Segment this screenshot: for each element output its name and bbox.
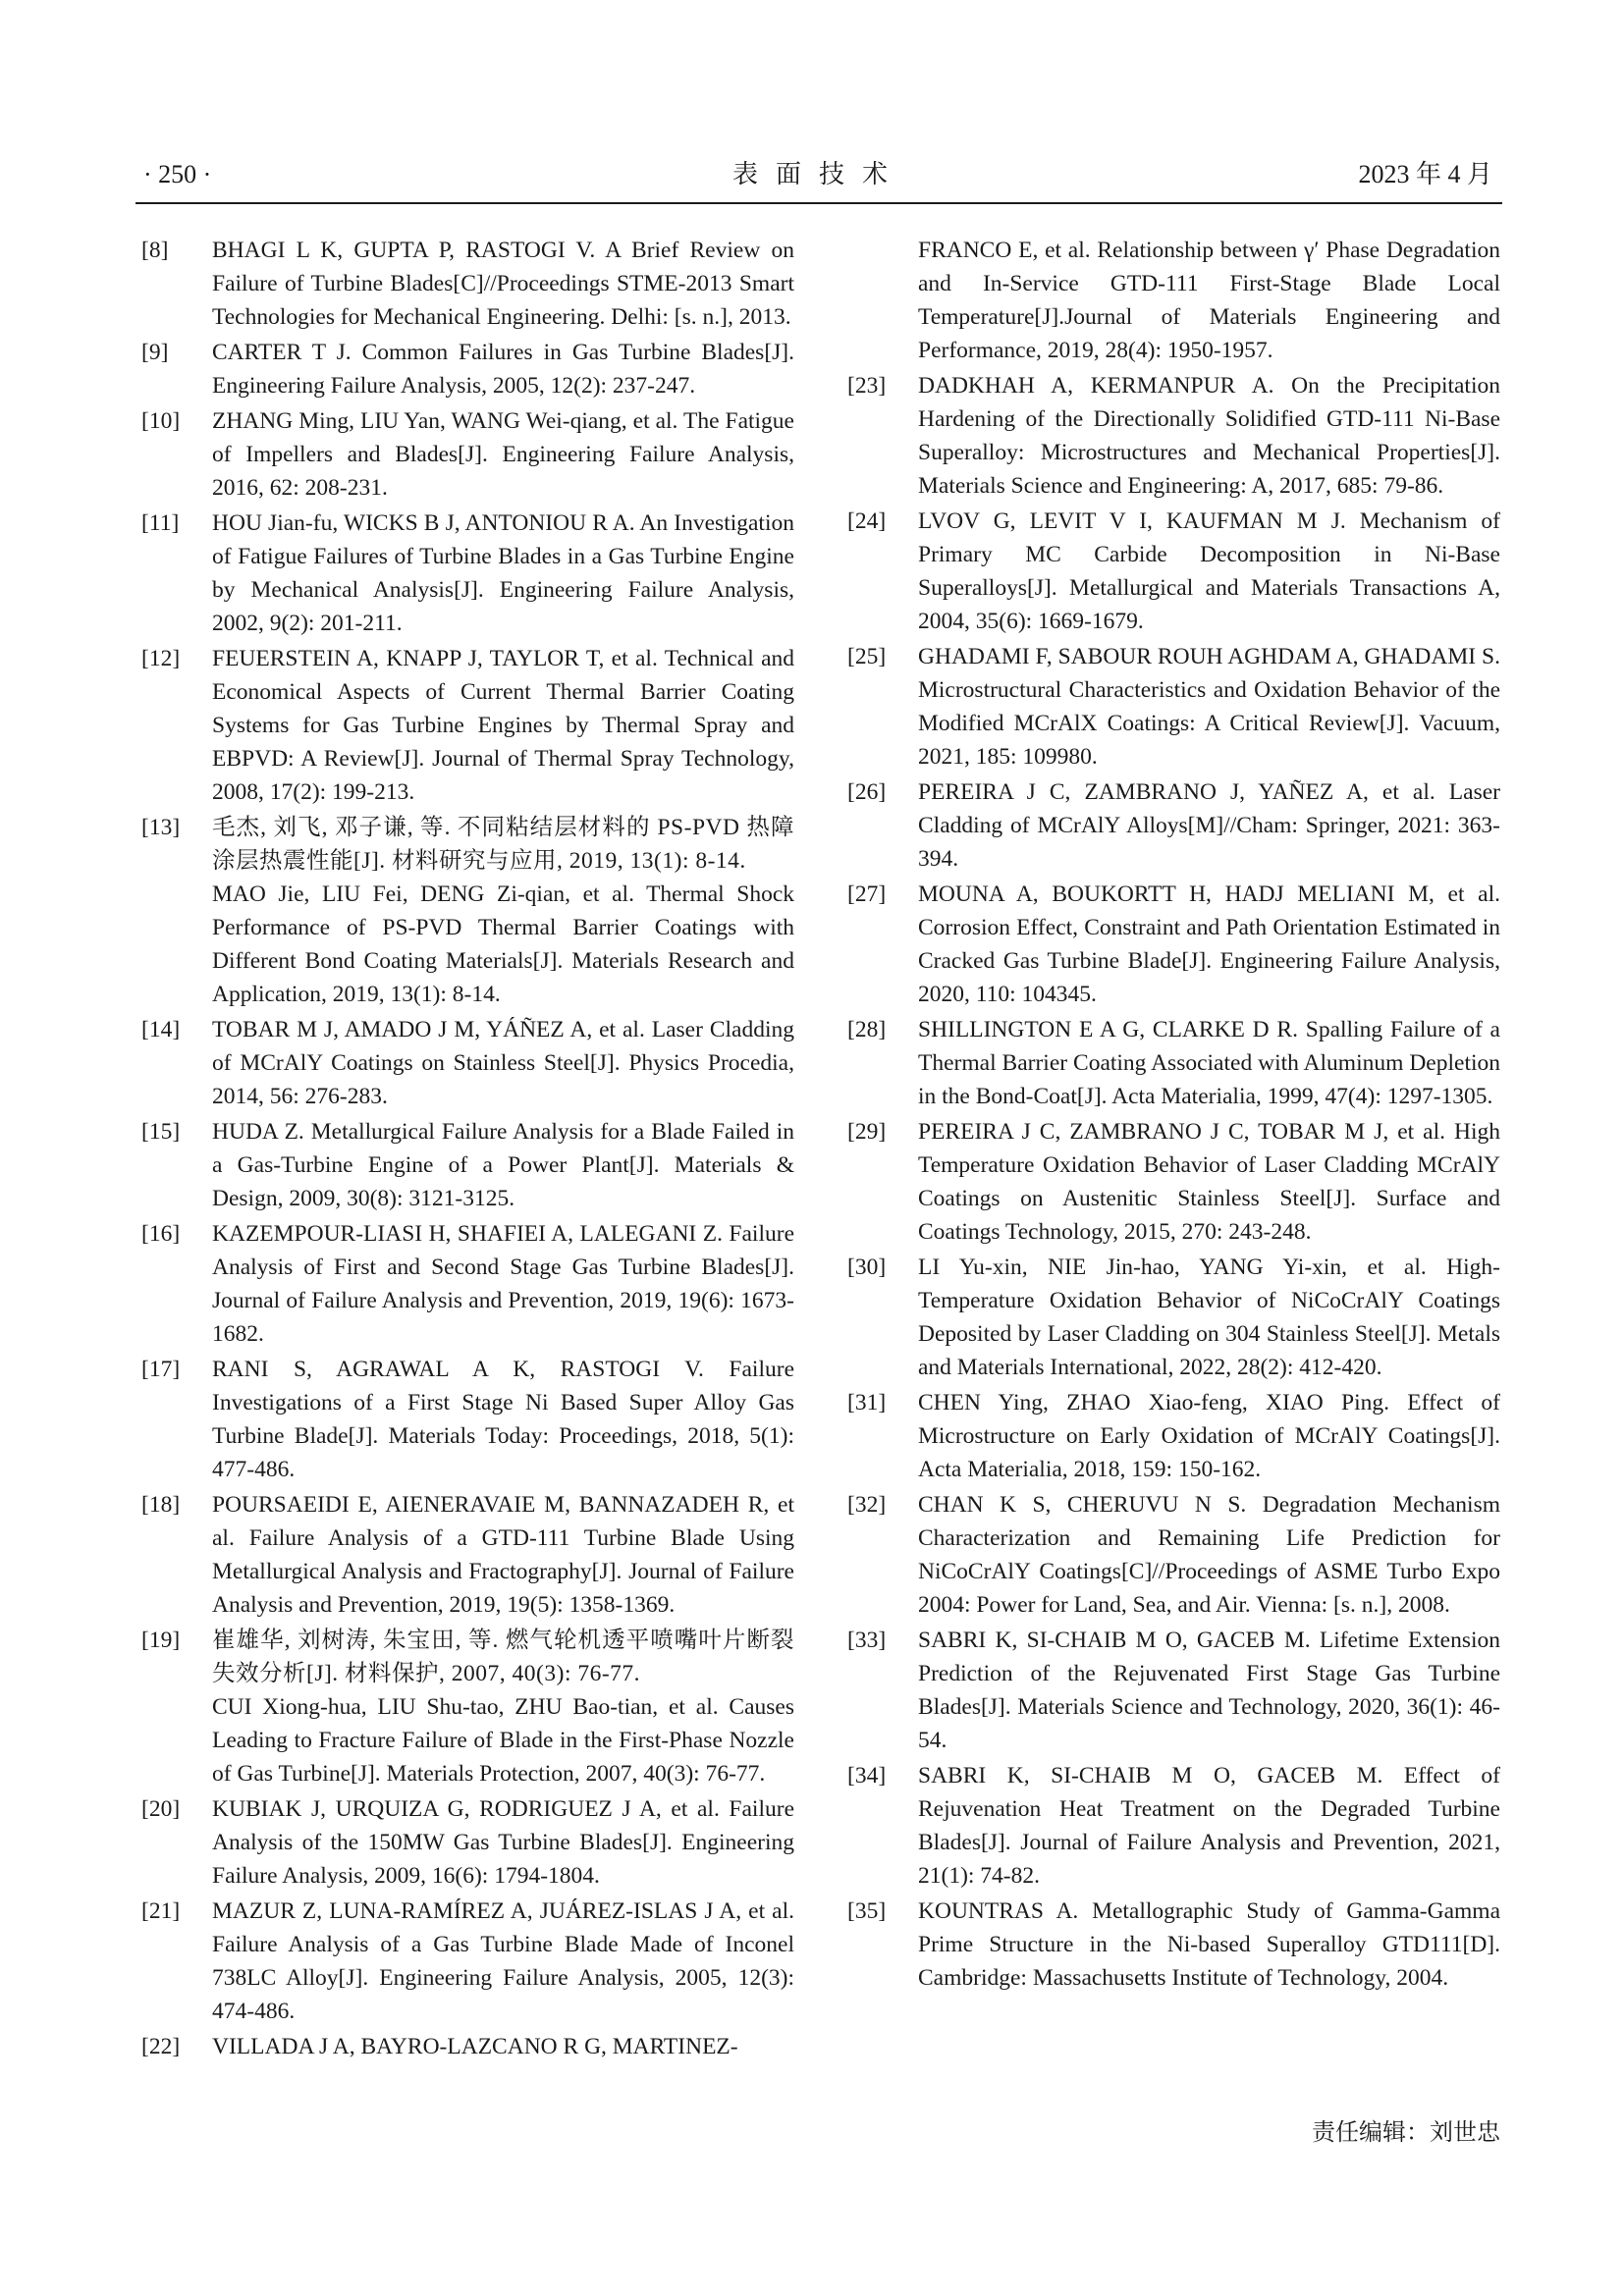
reference-column-left xyxy=(141,234,794,2065)
responsible-editor: 责任编辑：刘世忠 xyxy=(1312,2120,1500,2146)
reference-item xyxy=(847,640,1500,774)
reference-text: PEREIRA J C, ZAMBRANO J, YAÑEZ A, et al. Laser Cladding of MCrAlY Alloys[M]//Cham: Springer, 2021: 363-394. xyxy=(918,779,1500,872)
reference-item xyxy=(847,775,1500,876)
reference-text: FEUERSTEIN A, KNAPP J, TAYLOR T, et al. Technical and Economical Aspects of Current Thermal Barrier Coating Systems for Gas Turbine Engines by Thermal Spray and EBPVD: A Review[J]. Journal of Thermal Spray Technology, 2008, 17(2): 199-213. xyxy=(212,646,794,805)
reference-text: ZHANG Ming, LIU Yan, WANG Wei-qiang, et al. The Fatigue of Impellers and Blades[J]. Engineering Failure Analysis, 2016, 62: 208-231. xyxy=(212,408,794,501)
reference-text: SHILLINGTON E A G, CLARKE D R. Spalling Failure of a Thermal Barrier Coating Associated with Aluminum Depletion in the Bond-Coat[J]. Acta Materialia, 1999, 47(4): 1297-1305. xyxy=(918,1017,1500,1109)
reference-item xyxy=(141,1624,794,1790)
reference-item xyxy=(847,1624,1500,1757)
reference-number: [17] xyxy=(141,1357,181,1382)
reference-item xyxy=(141,507,794,640)
reference-column-right xyxy=(847,234,1500,1997)
reference-item xyxy=(141,811,794,1011)
reference-number: [15] xyxy=(141,1119,181,1145)
reference-text: CARTER T J. Common Failures in Gas Turbine Blades[J]. Engineering Failure Analysis, 2005, 12(2): 237-247. xyxy=(212,340,794,399)
reference-item xyxy=(847,878,1500,1011)
reference-number: [12] xyxy=(141,646,181,671)
reference-text: 毛杰, 刘飞, 邓子谦, 等. 不同粘结层材料的 PS-PVD 热障涂层热震性能[J]. 材料研究与应用, 2019, 13(1): 8-14. xyxy=(212,815,794,874)
reference-text: KOUNTRAS A. Metallographic Study of Gamma-Gamma Prime Structure in the Ni-based Superalloy GTD111[D]. Cambridge: Massachusetts Institute of Technology, 2004. xyxy=(918,1898,1500,1991)
reference-text: CHEN Ying, ZHAO Xiao-feng, XIAO Ping. Effect of Microstructure on Early Oxidation of MCrAlY Coatings[J]. Acta Materialia, 2018, 159: 150-162. xyxy=(918,1390,1500,1482)
reference-number: [33] xyxy=(847,1628,887,1653)
reference-number: [22] xyxy=(141,2034,181,2059)
reference-item xyxy=(141,1353,794,1486)
reference-number: [20] xyxy=(141,1796,181,1822)
reference-item xyxy=(141,234,794,334)
reference-item xyxy=(847,1386,1500,1486)
reference-number: [19] xyxy=(141,1628,181,1653)
reference-number: [11] xyxy=(141,510,180,536)
reference-number: [32] xyxy=(847,1492,887,1518)
reference-number: [26] xyxy=(847,779,887,805)
reference-text: MAO Jie, LIU Fei, DENG Zi-qian, et al. Thermal Shock Performance of PS-PVD Thermal Barrier Coatings with Different Bond Coating Materials[J]. Materials Research and Application, 2019, 13(1): 8-14. xyxy=(212,881,794,1007)
reference-text: POURSAEIDI E, AIENERAVAIE M, BANNAZADEH R, et al. Failure Analysis of a GTD-111 Turbine Blade Using Metallurgical Analysis and Fractography[J]. Journal of Failure Analysis and Prevention, 2019, 19(5): 1358-1369. xyxy=(212,1492,794,1618)
reference-item xyxy=(141,1792,794,1893)
reference-number: [23] xyxy=(847,373,887,399)
reference-item xyxy=(847,234,1500,367)
reference-text: KAZEMPOUR-LIASI H, SHAFIEI A, LALEGANI Z. Failure Analysis of First and Second Stage Gas Turbine Blades[J]. Journal of Failure Analysis and Prevention, 2019, 19(6): 1673-1682. xyxy=(212,1221,794,1347)
reference-number: [34] xyxy=(847,1763,887,1789)
reference-item xyxy=(141,1488,794,1622)
reference-item xyxy=(141,2030,794,2063)
page-number: · 250 · xyxy=(143,160,212,188)
reference-item xyxy=(141,1895,794,2028)
reference-item xyxy=(847,1488,1500,1622)
reference-number: [31] xyxy=(847,1390,887,1415)
reference-text: SABRI K, SI-CHAIB M O, GACEB M. Effect of Rejuvenation Heat Treatment on the Degraded Turbine Blades[J]. Journal of Failure Analysis and Prevention, 2021, 21(1): 74-82. xyxy=(918,1763,1500,1889)
reference-text: LI Yu-xin, NIE Jin-hao, YANG Yi-xin, et al. High-Temperature Oxidation Behavior of NiCoCrAlY Coatings Deposited by Laser Cladding on 304 Stainless Steel[J]. Metals and Materials International, 2022, 28(2): 412-420. xyxy=(918,1255,1500,1380)
reference-text: TOBAR M J, AMADO J M, YÁÑEZ A, et al. Laser Cladding of MCrAlY Coatings on Stainless Steel[J]. Physics Procedia, 2014, 56: 276-283. xyxy=(212,1017,794,1109)
reference-number: [8] xyxy=(141,238,169,263)
reference-text: MAZUR Z, LUNA-RAMÍREZ A, JUÁREZ-ISLAS J A, et al. Failure Analysis of a Gas Turbine Blade Made of Inconel 738LC Alloy[J]. Engineering Failure Analysis, 2005, 12(3): 474-486. xyxy=(212,1898,794,2024)
reference-text: SABRI K, SI-CHAIB M O, GACEB M. Lifetime Extension Prediction of the Rejuvenated First Stage Gas Turbine Blades[J]. Materials Science and Technology, 2020, 36(1): 46-54. xyxy=(918,1628,1500,1753)
reference-number: [24] xyxy=(847,508,887,534)
reference-text: HOU Jian-fu, WICKS B J, ANTONIOU R A. An Investigation of Fatigue Failures of Turbine Blades in a Gas Turbine Engine by Mechanical Analysis[J]. Engineering Failure Analysis, 2002, 9(2): 201-211. xyxy=(212,510,794,636)
reference-number: [35] xyxy=(847,1898,887,1924)
reference-text: GHADAMI F, SABOUR ROUH AGHDAM A, GHADAMI S. Microstructural Characteristics and Oxidation Behavior of the Modified MCrAlX Coatings: A Critical Review[J]. Vacuum, 2021, 185: 109980. xyxy=(918,644,1500,770)
reference-item xyxy=(141,1013,794,1113)
journal-title: 表面技术 xyxy=(731,160,905,188)
reference-item xyxy=(141,642,794,809)
reference-text: MOUNA A, BOUKORTT H, HADJ MELIANI M, et al. Corrosion Effect, Constraint and Path Orientation Estimated in Cracked Gas Turbine Blade[J]. Engineering Failure Analysis, 2020, 110: 104345. xyxy=(918,881,1500,1007)
reference-text: FRANCO E, et al. Relationship between γ′ Phase Degradation and In-Service GTD-111 First-Stage Blade Local Temperature[J].Journal of Materials Engineering and Performance, 2019, 28(4): 1950-1957. xyxy=(918,238,1500,363)
reference-text: RANI S, AGRAWAL A K, RASTOGI V. Failure Investigations of a First Stage Ni Based Super Alloy Gas Turbine Blade[J]. Materials Today: Proceedings, 2018, 5(1): 477-486. xyxy=(212,1357,794,1482)
reference-text: CHAN K S, CHERUVU N S. Degradation Mechanism Characterization and Remaining Life Prediction for NiCoCrAlY Coatings[C]//Proceedings of ASME Turbo Expo 2004: Power for Land, Sea, and Air. Vienna: [s. n.], 2008. xyxy=(918,1492,1500,1618)
reference-text: 崔雄华, 刘树涛, 朱宝田, 等. 燃气轮机透平喷嘴叶片断裂失效分析[J]. 材料保护, 2007, 40(3): 76-77. xyxy=(212,1628,794,1686)
reference-number: [29] xyxy=(847,1119,887,1145)
reference-text: LVOV G, LEVIT V I, KAUFMAN M J. Mechanism of Primary MC Carbide Decomposition in Ni-Base Superalloys[J]. Metallurgical and Materials Transactions A, 2004, 35(6): 1669-1679. xyxy=(918,508,1500,634)
reference-number: [9] xyxy=(141,340,169,365)
reference-item xyxy=(847,1013,1500,1113)
page-header xyxy=(135,157,1502,204)
reference-number: [13] xyxy=(141,815,181,840)
issue-date: 2023 年 4 月 xyxy=(1358,160,1492,188)
reference-item xyxy=(847,369,1500,503)
reference-item xyxy=(847,1251,1500,1384)
reference-item xyxy=(847,505,1500,638)
reference-number: [30] xyxy=(847,1255,887,1280)
reference-number: [18] xyxy=(141,1492,181,1518)
reference-item xyxy=(847,1759,1500,1893)
reference-text: BHAGI L K, GUPTA P, RASTOGI V. A Brief Review on Failure of Turbine Blades[C]//Proceedings STME-2013 Smart Technologies for Mechanical Engineering. Delhi: [s. n.], 2013. xyxy=(212,238,794,330)
reference-number: [16] xyxy=(141,1221,181,1247)
reference-text: CUI Xiong-hua, LIU Shu-tao, ZHU Bao-tian, et al. Causes Leading to Fracture Failure of Blade in the First-Phase Nozzle of Gas Turbine[J]. Materials Protection, 2007, 40(3): 76-77. xyxy=(212,1694,794,1787)
reference-item xyxy=(141,404,794,505)
reference-number: [21] xyxy=(141,1898,181,1924)
reference-number: [27] xyxy=(847,881,887,907)
reference-number: [14] xyxy=(141,1017,181,1042)
reference-item xyxy=(141,1115,794,1215)
reference-number: [28] xyxy=(847,1017,887,1042)
reference-item xyxy=(847,1115,1500,1249)
reference-text: PEREIRA J C, ZAMBRANO J C, TOBAR M J, et al. High Temperature Oxidation Behavior of Laser Cladding MCrAlY Coatings on Austenitic Stainless Steel[J]. Surface and Coatings Technology, 2015, 270: 243-248. xyxy=(918,1119,1500,1245)
reference-item xyxy=(847,1895,1500,1995)
reference-text: DADKHAH A, KERMANPUR A. On the Precipitation Hardening of the Directionally Solidified GTD-111 Ni-Base Superalloy: Microstructures and Mechanical Properties[J]. Materials Science and Engineering: A, 2017, 685: 79-86. xyxy=(918,373,1500,499)
reference-item xyxy=(141,336,794,402)
reference-number: [25] xyxy=(847,644,887,669)
reference-number: [10] xyxy=(141,408,181,434)
reference-item xyxy=(141,1217,794,1351)
reference-text: VILLADA J A, BAYRO-LAZCANO R G, MARTINEZ- xyxy=(212,2034,738,2059)
reference-text: KUBIAK J, URQUIZA G, RODRIGUEZ J A, et al. Failure Analysis of the 150MW Gas Turbine Blades[J]. Engineering Failure Analysis, 2009, 16(6): 1794-1804. xyxy=(212,1796,794,1889)
reference-text: HUDA Z. Metallurgical Failure Analysis for a Blade Failed in a Gas-Turbine Engine of a Power Plant[J]. Materials & Design, 2009, 30(8): 3121-3125. xyxy=(212,1119,794,1211)
